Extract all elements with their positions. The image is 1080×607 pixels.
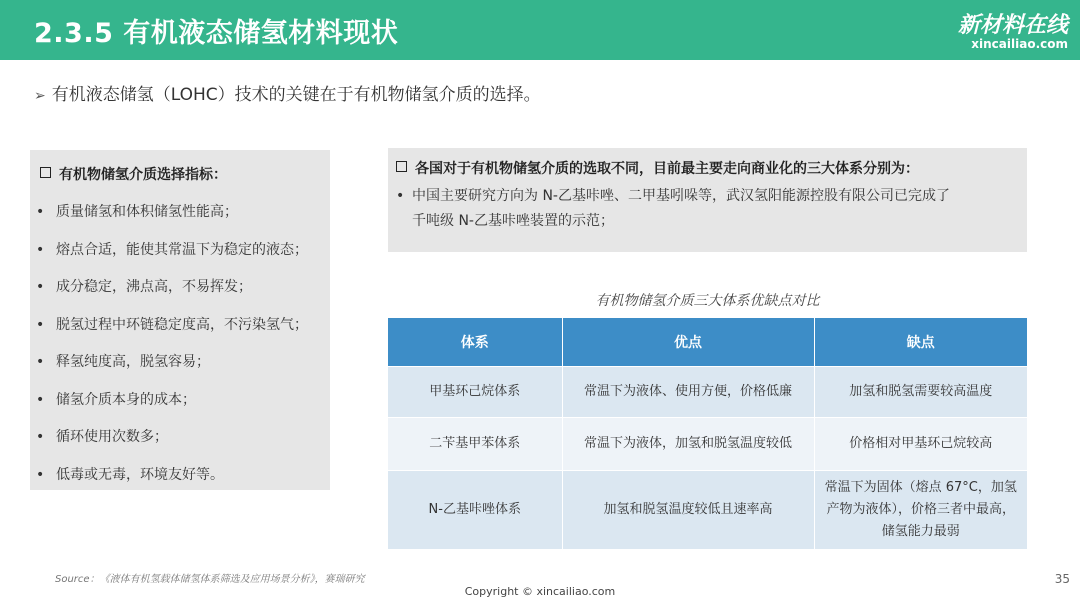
source-note: Source：《液体有机氢载体储氢体系筛选及应用场景分析》，赛瑞研究 (55, 574, 365, 585)
list-item (36, 390, 330, 428)
list-item-text: 低毒或无毒，环境友好等。 (56, 466, 224, 483)
list-item (36, 240, 330, 278)
intro-line (34, 80, 541, 105)
square-bullet-icon (40, 167, 51, 178)
column-header-advantages: 优点 (562, 318, 814, 367)
bullet-dot-icon: • (36, 429, 45, 445)
list-item-text: 成分稳定，沸点高，不易挥发； (56, 279, 252, 295)
table-caption: 有机物储氢介质三大体系优缺点对比 (595, 293, 820, 309)
list-item-text: 熔点合适，能使其常温下为稳定的液态； (56, 241, 308, 258)
table-row (388, 418, 1027, 471)
criteria-heading-text: 有机物储氢介质选择指标： (59, 167, 227, 183)
table-row (388, 367, 1027, 418)
list-item-text: 释氢纯度高，脱氢容易； (56, 354, 210, 370)
bullet-dot-icon: • (36, 466, 45, 483)
table-cell: 常温下为固体（熔点 67°C，加氢产物为液体），价格三者中最高，储氢能力最弱 (814, 471, 1027, 550)
table-cell: 二苄基甲苯体系 (388, 418, 562, 471)
list-item-text: 循环使用次数多； (56, 429, 168, 445)
table-cell: 价格相对甲基环己烷较高 (814, 418, 1027, 471)
systems-description (396, 184, 1016, 234)
table-cell: N-乙基咔唑体系 (388, 471, 562, 550)
table-header-row (388, 318, 1027, 367)
column-header-system: 体系 (388, 318, 562, 367)
systems-heading (396, 158, 919, 178)
list-item (36, 465, 330, 491)
table-row (388, 471, 1027, 550)
bullet-dot-icon: • (36, 354, 45, 370)
systems-heading-text: 各国对于有机物储氢介质的选取不同，目前最主要走向商业化的三大体系分别为： (415, 161, 919, 177)
header-bar (0, 0, 1080, 60)
table-cell: 加氢和脱氢温度较低且速率高 (562, 471, 814, 550)
square-bullet-icon (396, 161, 407, 172)
selection-criteria-box (30, 150, 330, 490)
column-header-disadvantages: 缺点 (814, 318, 1027, 367)
table-cell: 常温下为液体，加氢和脱氢温度较低 (562, 418, 814, 471)
bullet-dot-icon: • (36, 391, 45, 408)
bullet-dot-icon: • (36, 316, 45, 333)
table-cell: 加氢和脱氢需要较高温度 (814, 367, 1027, 418)
intro-text: 有机液态储氢（LOHC）技术的关键在于有机物储氢介质的选择。 (51, 85, 541, 105)
list-item (36, 352, 330, 390)
page-number: 35 (1054, 572, 1070, 586)
systems-line-1 (396, 184, 1016, 209)
list-item (36, 315, 330, 353)
bullet-dot-icon: • (396, 188, 405, 204)
bullet-dot-icon: • (36, 241, 45, 258)
criteria-list (36, 202, 330, 490)
table-cell: 甲基环己烷体系 (388, 367, 562, 418)
bullet-dot-icon: • (36, 279, 45, 295)
systems-line-1-text: 中国主要研究方向为 N-乙基咔唑、二甲基吲哚等，武汉氢阳能源控股有限公司已完成了 (412, 188, 950, 204)
list-item-text: 脱氢过程中环链稳定度高，不污染氢气； (56, 316, 308, 333)
bullet-dot-icon: • (36, 204, 45, 220)
list-item-text: 储氢介质本身的成本； (56, 391, 196, 408)
list-item (36, 427, 330, 465)
page-title: 2.3.5 有机液态储氢材料现状 (34, 18, 399, 49)
brand-logo-url: xincailiao.com (971, 37, 1068, 51)
comparison-table (388, 318, 1027, 549)
copyright-text: Copyright © xincailiao.com (464, 585, 616, 598)
table-cell: 常温下为液体、使用方便，价格低廉 (562, 367, 814, 418)
criteria-heading (40, 164, 227, 184)
systems-line-2: 千吨级 N-乙基咔唑装置的示范； (412, 213, 614, 229)
commercial-systems-box (388, 148, 1027, 252)
brand-logo: 新材料在线 (957, 13, 1068, 38)
list-item (36, 277, 330, 315)
list-item (36, 202, 330, 240)
arrow-bullet-icon: ➢ (34, 88, 46, 104)
list-item-text: 质量储氢和体积储氢性能高； (56, 204, 238, 220)
